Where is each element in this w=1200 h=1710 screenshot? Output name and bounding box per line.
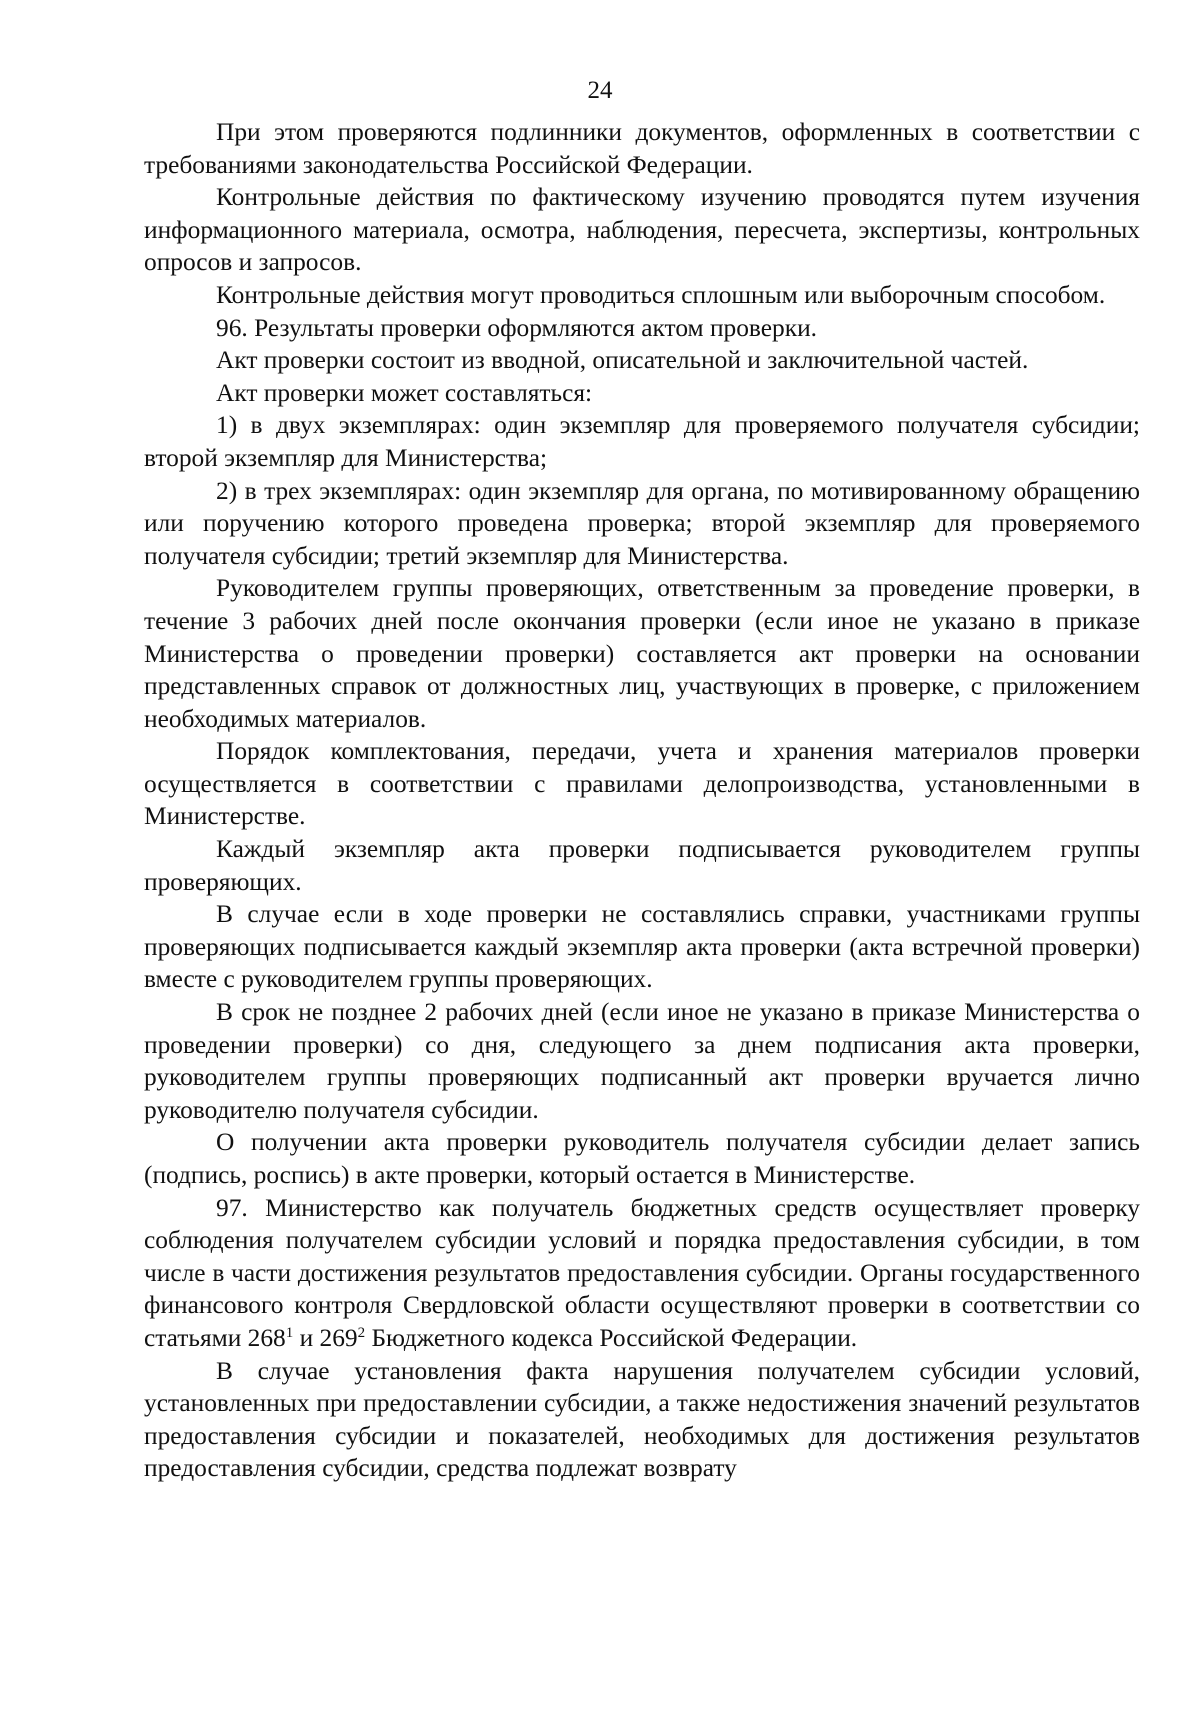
paragraph-act-drafting: Руководителем группы проверяющих, ответственным за проведение проверки, в течение 3 рабочих дней после окончания проверки (если иное не указано в приказе Министерства о проведении проверки) составляется акт проверки на основании представленных справок от должностных лиц, участвующих в проверке, с приложением необходимых материалов. <box>144 574 1140 733</box>
paragraph-item-96: 96. Результаты проверки оформляются актом проверки. <box>216 313 818 342</box>
article-268-superscript: 1 <box>285 1324 294 1341</box>
paragraph-act-copies-intro: Акт проверки может составляться: <box>216 378 593 407</box>
paragraph-no-certificates: В случае если в ходе проверки не составлялись справки, участниками группы проверяющих подписывается каждый экземпляр акта проверки (акта встречной проверки) вместе с руководителем группы проверяющих. <box>144 900 1140 994</box>
paragraph-control-actions-study: Контрольные действия по фактическому изучению проводятся путем изучения информационного материала, осмотра, наблюдения, пересчета, экспертизы, контрольных опросов и запросов. <box>144 183 1140 277</box>
paragraph-item-97 <box>144 1192 1140 1355</box>
item-97-text-start: 97. Министерство как получатель бюджетных средств осуществляет проверку соблюдения получателем субсидии условий и порядка предоставления субсидии, в том числе в части достижения результатов предоставления субсидии. Органы государственного финансового контроля Свердловской области осуществляют проверки в соответствии со статьями 268 <box>144 1193 1140 1352</box>
paragraph-materials-handling: Порядок комплектования, передачи, учета и хранения материалов проверки осуществляется в соответствии с правилами делопроизводства, установленными в Министерстве. <box>144 737 1140 831</box>
document-body <box>144 116 1140 1485</box>
page-number: 24 <box>587 77 613 104</box>
paragraph-receipt-record: О получении акта проверки руководитель получателя субсидии делает запись (подпись, роспись) в акте проверки, который остается в Министерстве. <box>144 1128 1140 1189</box>
paragraph-act-signing: Каждый экземпляр акта проверки подписывается руководителем группы проверяющих. <box>144 835 1140 896</box>
item-97-text-mid: и 269 <box>293 1323 358 1352</box>
paragraph-control-actions-method: Контрольные действия могут проводиться сплошным или выборочным способом. <box>216 280 1106 309</box>
article-269-superscript: 2 <box>357 1324 366 1341</box>
paragraph-act-parts: Акт проверки состоит из вводной, описательной и заключительной частей. <box>216 346 1029 375</box>
paragraph-originals-checked: При этом проверяются подлинники документов, оформленных в соответствии с требованиями законодательства Российской Федерации. <box>144 118 1140 179</box>
item-97-text-end: Бюджетного кодекса Российской Федерации. <box>365 1323 858 1352</box>
paragraph-delivery-deadline: В срок не позднее 2 рабочих дней (если иное не указано в приказе Министерства о проведении проверки) со дня, следующего за днем подписания акта проверки, руководителем группы проверяющих подписанный акт проверки вручается лично руководителю получателя субсидии. <box>144 998 1140 1124</box>
paragraph-two-copies: 1) в двух экземплярах: один экземпляр для проверяемого получателя субсидии; второй экземпляр для Министерства; <box>144 411 1140 472</box>
paragraph-three-copies: 2) в трех экземплярах: один экземпляр для органа, по мотивированному обращению или поручению которого проведена проверка; второй экземпляр для проверяемого получателя субсидии; третий экземпляр для Министерства. <box>144 476 1140 570</box>
paragraph-violation-refund: В случае установления факта нарушения получателем субсидии условий, установленных при предоставлении субсидии, а также недостижения значений результатов предоставления субсидии и показателей, необходимых для достижения результатов предоставления субсидии, средства подлежат возврату <box>144 1356 1140 1483</box>
